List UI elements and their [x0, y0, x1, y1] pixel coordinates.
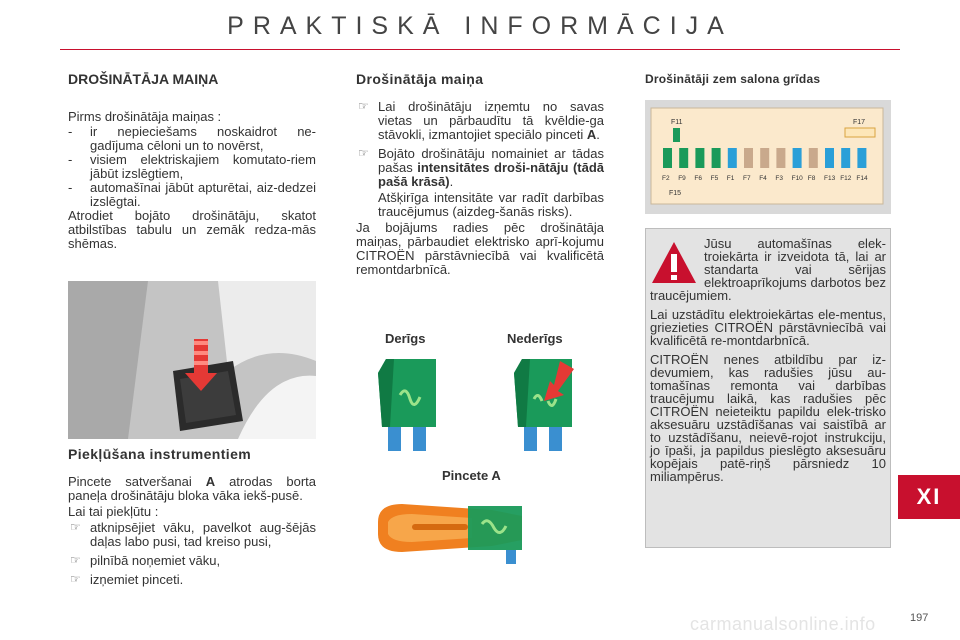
fuse	[760, 148, 769, 168]
pointer-icon: ☞	[70, 572, 81, 586]
label-good: Derīgs	[385, 331, 426, 346]
fuse	[695, 148, 704, 168]
fuse	[776, 148, 785, 168]
column-floor-fuses	[645, 72, 891, 86]
fuse-label: F12	[840, 175, 852, 182]
pointer-icon: ☞	[358, 99, 369, 113]
intro-text: Pirms drošinātāja maiņas :	[68, 109, 222, 124]
fuse	[857, 148, 866, 168]
fuse-label: F5	[710, 175, 719, 182]
column-fuse-change	[356, 72, 604, 277]
list-item: ☞ Bojāto drošinātāju nomainiet ar tādas pašas intensitātes droši-nātāju (tādā pašā krāsā).	[358, 146, 604, 189]
chapter-tab: XI	[898, 475, 960, 519]
fuse-label: F6	[694, 175, 702, 182]
section-heading: Drošinātāja maiņa	[356, 71, 484, 87]
column-fuse-replacement	[68, 72, 316, 251]
dashboard-fusebox-photo	[68, 281, 316, 439]
fuse-label: F4	[759, 175, 767, 182]
fuse	[841, 148, 850, 168]
page-title: PRAKTISKĀ INFORMĀCIJA	[227, 12, 733, 40]
list-item: - ir nepieciešams noskaidrot ne-gadījuma cēloni un to novērst,	[68, 124, 316, 153]
paragraph: Atrodiet bojāto drošinātāju, skatot atbilstības tabulu un zemāk redza-mās shēmas.	[68, 208, 316, 251]
fusebox-diagram	[645, 100, 891, 214]
fuse-label: F14	[856, 175, 868, 182]
good-fuse-illustration	[372, 355, 442, 455]
pointer-icon: ☞	[358, 146, 369, 160]
section-heading: Drošinātāji zem salona grīdas	[645, 72, 821, 86]
page-number: 197	[910, 612, 929, 624]
fuse	[728, 148, 737, 168]
fuse	[825, 148, 834, 168]
section-heading: Piekļūšana instrumentiem	[68, 446, 252, 462]
fuse	[679, 148, 688, 168]
label-pincer: Pincete A	[442, 468, 501, 483]
fuse-label: F7	[743, 175, 751, 182]
fuse-label: F10	[791, 175, 803, 182]
paragraph: Lai tai piekļūtu :	[68, 504, 159, 519]
fuse-label: F8	[807, 175, 816, 182]
bad-fuse-illustration	[508, 355, 578, 455]
pointer-icon: ☞	[70, 520, 81, 534]
fuse	[793, 148, 802, 168]
label-bad: Nederīgs	[507, 331, 563, 346]
fuse-label: F1	[726, 175, 735, 182]
fuse-label-extra: F15	[669, 190, 682, 197]
warning-icon	[650, 239, 698, 287]
pointer-icon: ☞	[70, 553, 81, 567]
warning-box	[645, 228, 891, 548]
list-item: - automašīnai jābūt apturētai, aiz-dedzei izslēgtai.	[68, 180, 316, 209]
warning-text: CITROËN nenes atbildību par iz-devumiem, kas radušies jūsu au-tomašīnas remonta vai darbības traucējumu laikā, kas radušies pēc CITROËN neieteiktu papildu elek-trisko aksesuāru uzstādīšanas vai saistībā ar to uzstādīšanu, neievē-rojot instrukciju, jo īpaši, ja papildus pieslēgto aksesuāru kopējais patē-riņš pārsniedz 10 miliampērus.	[650, 352, 886, 484]
paragraph: Pincete satveršanai A atrodas borta paneļa drošinātāju bloka vāka iekš-pusē.	[68, 474, 316, 503]
header-divider	[60, 49, 900, 50]
watermark: carmanualsonline.info	[690, 614, 876, 634]
fuse-label-top: F17	[853, 119, 866, 126]
fuse	[712, 148, 721, 168]
fuse-label: F2	[662, 175, 670, 182]
section-heading: DROŠINĀTĀJA MAIŅA	[68, 71, 219, 87]
warning-text: Lai uzstādītu elektroiekārtas ele-mentus, griezieties CITROËN pārstāvniecībā vai kvalificētā re-montdarbnīcā.	[650, 307, 886, 348]
fuse	[663, 148, 672, 168]
fuse	[744, 148, 753, 168]
fuse-label: F9	[678, 175, 686, 182]
list-item: ☞ atknipsējiet vāku, pavelkot aug-šējās daļas labo pusi, tad kreiso pusi,	[70, 520, 316, 549]
list-item: ☞ pilnībā noņemiet vāku,	[70, 553, 221, 568]
fuse-label-top: F11	[671, 119, 683, 126]
list-item: - visiem elektriskajiem komutato-riem jābūt izslēgtiem,	[68, 152, 316, 181]
sub-note: Atšķirīga intensitāte var radīt darbības traucējumus (aizdeg-šanās risks).	[378, 190, 604, 219]
warning-text: Jūsu automašīnas elek-troiekārta ir izveidota tā, lai ar standarta vai sērijas elektroaprīkojums darbotos bez traucējumiem.	[650, 236, 886, 303]
fuse-label: F13	[824, 175, 836, 182]
list-item: ☞ Lai drošinātāju izņemtu no savas vietas un pārbaudītu tā kvēldie-ga stāvokli, izmantojiet speciālo pinceti A.	[358, 99, 604, 142]
paragraph: Ja bojājums radies pēc drošinātāja maiņas, pārbaudiet elektrisko aprī-kojumu CITROËN pārstāvniecībā vai kvalificētā remontdarbnīcā.	[356, 220, 604, 277]
list-item: ☞ izņemiet pinceti.	[70, 572, 184, 587]
pincer-illustration	[372, 488, 532, 568]
fuse	[809, 148, 818, 168]
fuse-label: F3	[775, 175, 783, 182]
access-section	[68, 447, 316, 592]
